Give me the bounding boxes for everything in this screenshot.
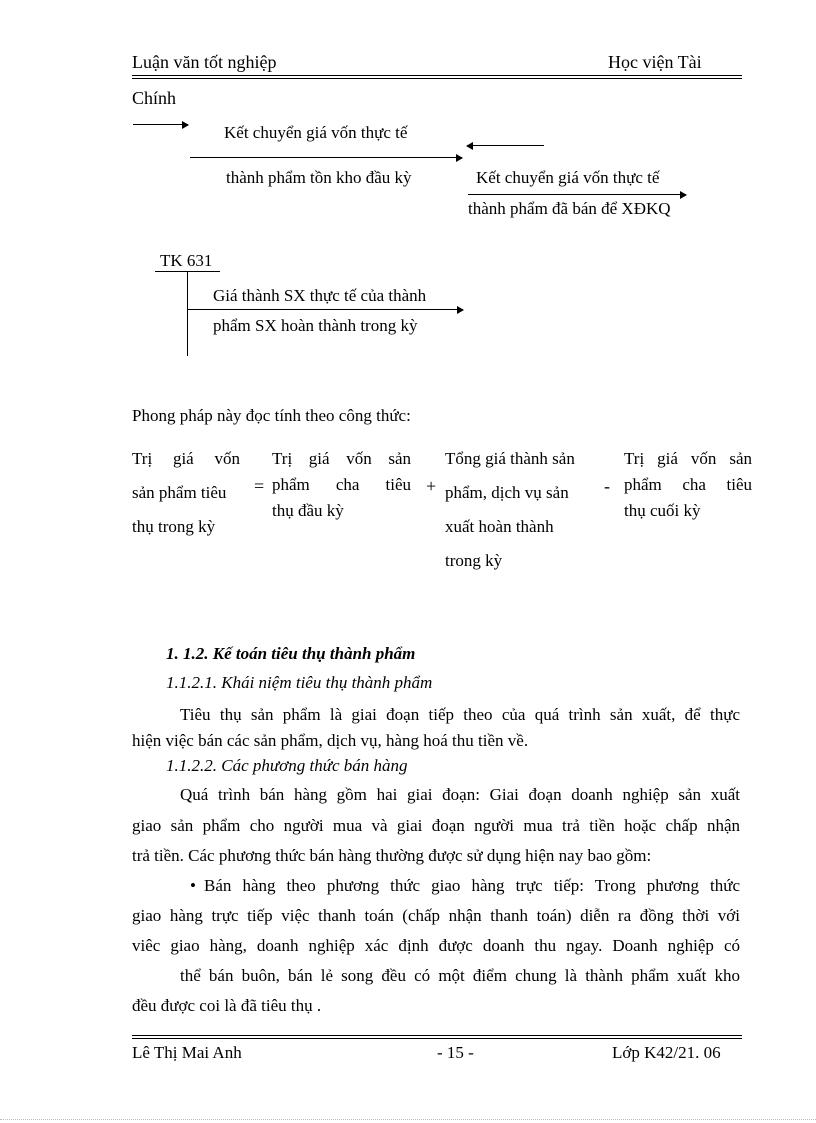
formula-equals: = bbox=[254, 476, 265, 496]
formula-term2-4: trong kỳ bbox=[445, 551, 503, 570]
para-3-line-1: Bán hàng theo phương thức giao hàng trực tiếp: Trong phương thức bbox=[204, 876, 740, 895]
para-1-line-1: Tiêu thụ sản phẩm là giai đoạn tiếp theo của quá trình sản xuất, để thực bbox=[180, 705, 740, 724]
formula-lhs-1: Trị giá vốn bbox=[132, 449, 240, 468]
formula-term2-2: phẩm, dịch vụ sản bbox=[445, 483, 569, 502]
formula-term3-1: Trị giá vốn sản bbox=[624, 449, 752, 468]
formula-intro: Phong pháp này đọc tính theo công thức: bbox=[132, 406, 411, 425]
page-edge bbox=[0, 1119, 816, 1120]
para-3-line-2: giao hàng trực tiếp việc thanh toán (chấp nhận thanh toán) diễn ra đồng thời với bbox=[132, 906, 740, 925]
arrow-finished-goods bbox=[188, 309, 463, 310]
diagram-label-4: thành phẩm đã bán để XĐKQ bbox=[468, 199, 671, 218]
diagram-label-3: Kết chuyển giá vốn thực tế bbox=[476, 168, 660, 187]
diagram-label-1: Kết chuyển giá vốn thực tế bbox=[224, 123, 408, 142]
diagram-label-2: thành phẩm tồn kho đầu kỳ bbox=[226, 168, 412, 187]
formula-term3-2: phẩm cha tiêu bbox=[624, 475, 752, 494]
arrow-return bbox=[467, 145, 544, 146]
subsection-1-heading: 1.1.2.1. Khái niệm tiêu thụ thành phẩm bbox=[166, 673, 433, 692]
diagram-label-6: phẩm SX hoàn thành trong kỳ bbox=[213, 316, 418, 335]
header-institution: Học viện Tài bbox=[608, 52, 702, 72]
diagram-label-5: Giá thành SX thực tế của thành bbox=[213, 286, 427, 305]
section-heading: 1. 1.2. Kế toán tiêu thụ thành phẩm bbox=[166, 644, 416, 663]
formula-term3-3: thụ cuối kỳ bbox=[624, 501, 701, 520]
formula-term1-1: Trị giá vốn sản bbox=[272, 449, 411, 468]
para-2-line-3: trả tiền. Các phương thức bán hàng thường được sử dụng hiện nay bao gồm: bbox=[132, 846, 652, 865]
formula-lhs-3: thụ trong kỳ bbox=[132, 517, 216, 536]
subsection-2-heading: 1.1.2.2. Các phương thức bán hàng bbox=[166, 756, 408, 775]
footer-class: Lớp K42/21. 06 bbox=[612, 1043, 721, 1062]
t-account-stem bbox=[187, 272, 188, 356]
header-title: Luận văn tốt nghiệp bbox=[132, 52, 277, 72]
arrow-opening-stock bbox=[190, 157, 462, 158]
para-3-line-4: thể bán buôn, bán lẻ song đều có một điểm chung là thành phẩm xuất kho bbox=[180, 966, 740, 985]
header-continued: Chính bbox=[132, 88, 177, 108]
formula-plus: + bbox=[426, 476, 437, 496]
bullet-icon: • bbox=[190, 876, 196, 895]
para-2-line-2: giao sản phẩm cho người mua và giai đoạn người mua trả tiền hoặc chấp nhận bbox=[132, 816, 740, 835]
arrow-intro bbox=[133, 124, 188, 125]
footer-rule-2 bbox=[132, 1038, 742, 1039]
formula-term1-3: thụ đầu kỳ bbox=[272, 501, 344, 520]
arrow-sold-goods bbox=[468, 194, 686, 195]
formula-term2-1: Tổng giá thành sản bbox=[445, 449, 575, 468]
formula-term1-2: phẩm cha tiêu bbox=[272, 475, 411, 494]
account-tk631: TK 631 bbox=[160, 251, 213, 270]
footer-rule bbox=[132, 1035, 742, 1036]
para-2-line-1: Quá trình bán hàng gồm hai giai đoạn: Giai đoạn doanh nghiệp sản xuất bbox=[180, 785, 740, 804]
header-rule-2 bbox=[132, 78, 742, 79]
footer-page-number: - 15 - bbox=[437, 1043, 474, 1062]
formula-term2-3: xuất hoàn thành bbox=[445, 517, 554, 536]
para-3-line-3: viêc giao hàng, doanh nghiệp xác định được doanh thu ngay. Doanh nghiệp có bbox=[132, 936, 740, 955]
formula-lhs-2: sản phẩm tiêu bbox=[132, 483, 227, 502]
para-3-line-5: đều được coi là đã tiêu thụ . bbox=[132, 996, 322, 1015]
para-1-line-2: hiện việc bán các sản phẩm, dịch vụ, hàng hoá thu tiền về. bbox=[132, 731, 529, 750]
formula-minus: - bbox=[604, 476, 610, 496]
header-rule bbox=[132, 75, 742, 76]
footer-author: Lê Thị Mai Anh bbox=[132, 1043, 242, 1062]
